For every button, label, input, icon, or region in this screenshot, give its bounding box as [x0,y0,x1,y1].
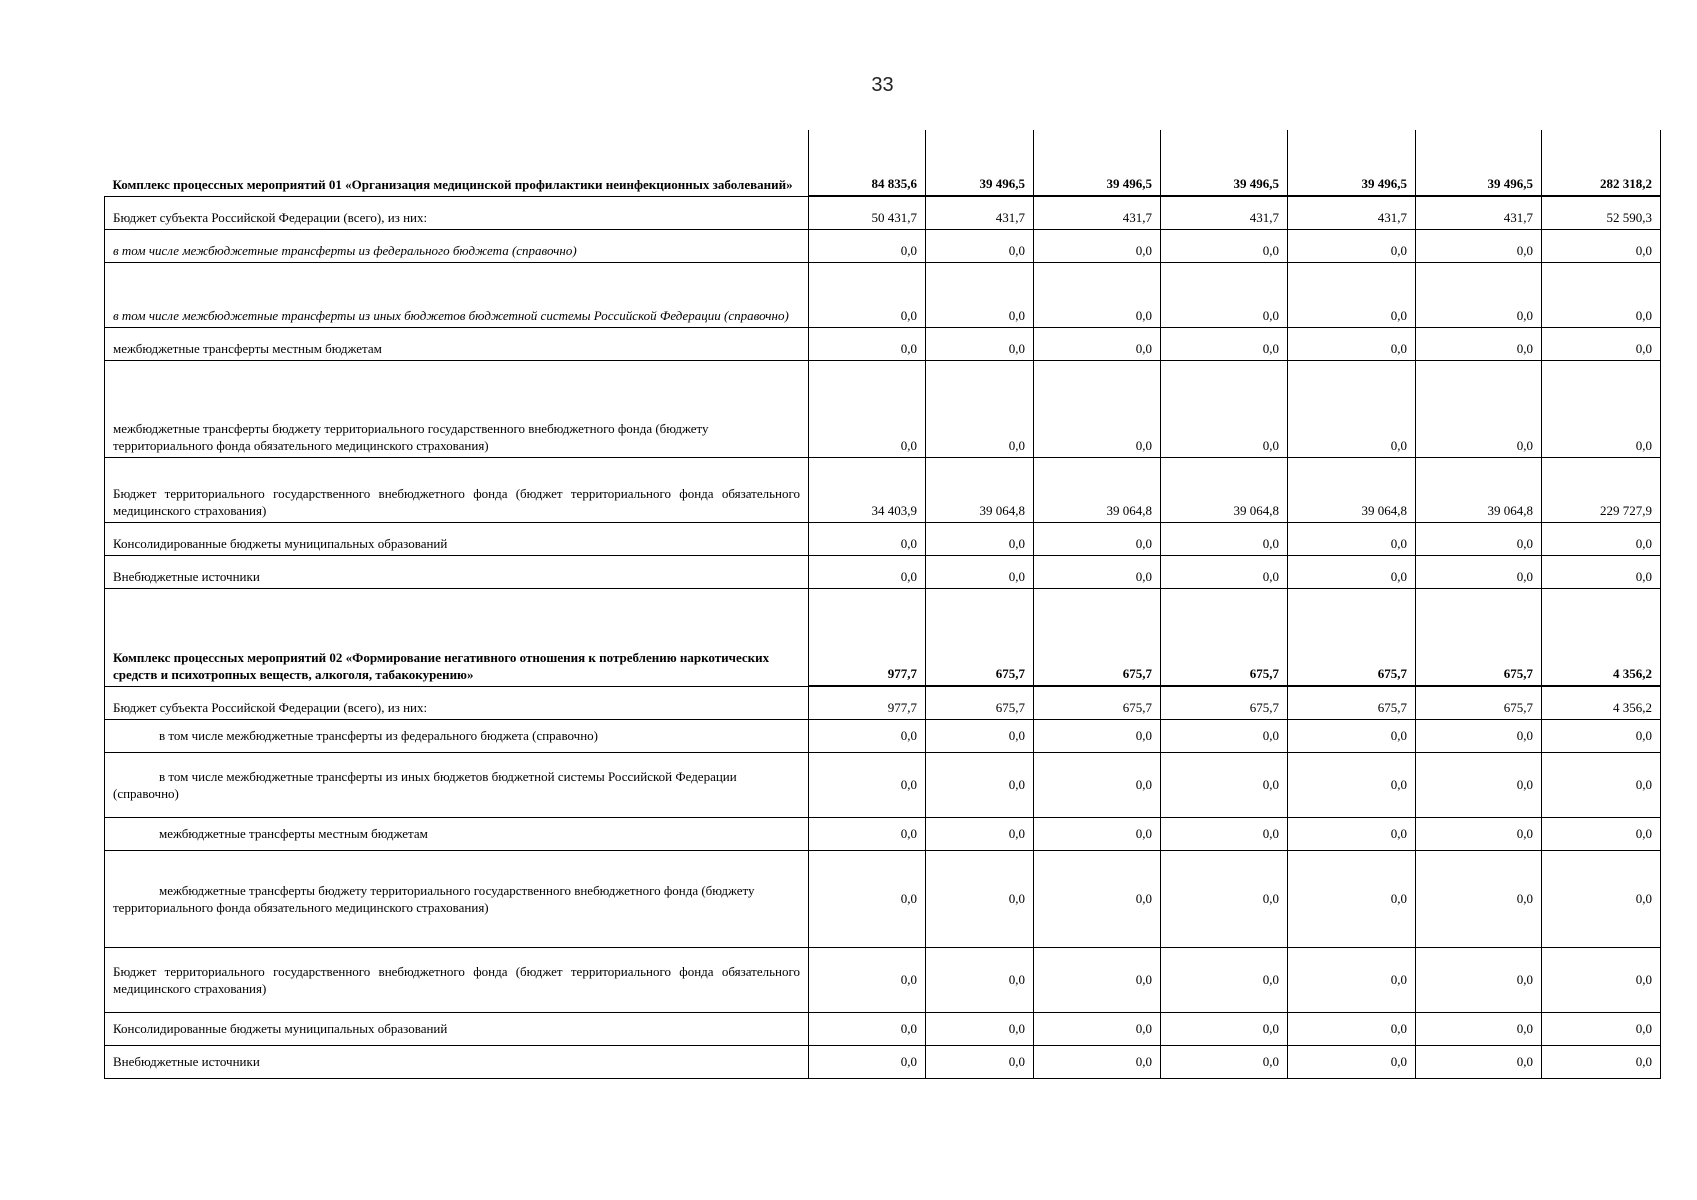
cell-value: 34 403,9 [809,457,926,522]
row-label: Бюджет субъекта Российской Федерации (всего), из них: [105,196,809,229]
cell-value: 0,0 [926,327,1034,360]
cell-value: 0,0 [1034,752,1161,817]
cell-value: 50 431,7 [809,196,926,229]
cell-value: 0,0 [809,752,926,817]
cell-value: 0,0 [1161,752,1288,817]
cell-value: 0,0 [1288,752,1416,817]
cell-value: 0,0 [1034,947,1161,1012]
cell-value: 0,0 [1416,752,1542,817]
cell-value: 0,0 [1416,555,1542,588]
cell-value: 0,0 [926,262,1034,327]
cell-value: 0,0 [1416,327,1542,360]
cell-value: 0,0 [809,522,926,555]
page-number: 33 [871,74,894,96]
row-label [105,850,809,947]
row-label: в том числе межбюджетные трансферты из иных бюджетов бюджетной системы Российской Федерации (справочно) [105,262,809,327]
row-label: Консолидированные бюджеты муниципальных образований [105,522,809,555]
cell-value: 0,0 [809,850,926,947]
cell-value: 0,0 [1416,262,1542,327]
cell-value: 0,0 [1542,555,1661,588]
table-row [105,196,1661,229]
cell-value: 431,7 [1034,196,1161,229]
cell-value: 0,0 [1416,360,1542,457]
cell-value: 0,0 [1034,327,1161,360]
cell-value: 0,0 [1161,947,1288,1012]
cell-value: 675,7 [1416,686,1542,719]
cell-value: 39 496,5 [1161,130,1288,196]
cell-value: 0,0 [1542,1012,1661,1045]
row-label: межбюджетные трансферты местным бюджетам [105,327,809,360]
cell-value: 0,0 [1161,1045,1288,1078]
row-label-text: межбюджетные трансферты бюджету территориального государственного внебюджетного фонда (бюджету территориального фонда обязательного медицинского страхования) [113,882,755,915]
cell-value: 675,7 [1288,686,1416,719]
cell-value: 0,0 [809,947,926,1012]
table-row [105,1045,1661,1078]
cell-value: 0,0 [1542,360,1661,457]
cell-value: 84 835,6 [809,130,926,196]
cell-value: 0,0 [1542,229,1661,262]
cell-value: 675,7 [926,686,1034,719]
row-label: Комплекс процессных мероприятий 02 «Формирование негативного отношения к потреблению наркотических средств и психотропных веществ, алкоголя, табакокурению» [105,588,809,686]
cell-value: 0,0 [1161,817,1288,850]
cell-value: 0,0 [1288,262,1416,327]
cell-value: 0,0 [1288,719,1416,752]
cell-value: 0,0 [926,1012,1034,1045]
cell-value: 675,7 [1161,588,1288,686]
cell-value: 0,0 [1288,360,1416,457]
table-row [105,262,1661,327]
cell-value: 0,0 [1288,850,1416,947]
cell-value: 0,0 [926,1045,1034,1078]
cell-value: 431,7 [1161,196,1288,229]
cell-value: 0,0 [1161,262,1288,327]
cell-value: 0,0 [1161,719,1288,752]
table-row [105,719,1661,752]
cell-value: 0,0 [1288,947,1416,1012]
row-label [105,817,809,850]
cell-value: 0,0 [926,850,1034,947]
row-label [105,752,809,817]
cell-value: 39 064,8 [1416,457,1542,522]
cell-value: 0,0 [1034,360,1161,457]
cell-value: 0,0 [1416,719,1542,752]
table-row [105,229,1661,262]
cell-value: 0,0 [1161,360,1288,457]
row-label: в том числе межбюджетные трансферты из федерального бюджета (справочно) [105,229,809,262]
cell-value: 0,0 [1034,229,1161,262]
cell-value: 0,0 [809,719,926,752]
cell-value: 0,0 [926,719,1034,752]
cell-value: 0,0 [926,229,1034,262]
cell-value: 39 496,5 [926,130,1034,196]
cell-value: 675,7 [1161,686,1288,719]
cell-value: 0,0 [1034,850,1161,947]
budget-table [104,130,1661,1079]
cell-value: 0,0 [1034,1012,1161,1045]
row-label: Бюджет субъекта Российской Федерации (всего), из них: [105,686,809,719]
row-label-text: в том числе межбюджетные трансферты из федерального бюджета (справочно) [159,728,598,743]
cell-value: 0,0 [926,947,1034,1012]
cell-value: 0,0 [926,522,1034,555]
cell-value: 675,7 [1416,588,1542,686]
cell-value: 977,7 [809,588,926,686]
cell-value: 39 064,8 [1288,457,1416,522]
cell-value: 0,0 [1034,555,1161,588]
table-row [105,457,1661,522]
cell-value: 4 356,2 [1542,686,1661,719]
table-row [105,686,1661,719]
table-row [105,130,1661,196]
cell-value: 675,7 [926,588,1034,686]
table-row [105,555,1661,588]
cell-value: 52 590,3 [1542,196,1661,229]
cell-value: 0,0 [1416,1012,1542,1045]
cell-value: 0,0 [1288,327,1416,360]
cell-value: 0,0 [1416,1045,1542,1078]
table-row [105,1012,1661,1045]
cell-value: 0,0 [1542,327,1661,360]
cell-value: 0,0 [809,817,926,850]
cell-value: 0,0 [1034,1045,1161,1078]
cell-value: 0,0 [1288,1045,1416,1078]
table-row [105,850,1661,947]
row-label [105,719,809,752]
cell-value: 0,0 [809,1012,926,1045]
cell-value: 0,0 [1161,555,1288,588]
table-row [105,327,1661,360]
cell-value: 0,0 [809,360,926,457]
cell-value: 0,0 [1542,522,1661,555]
cell-value: 229 727,9 [1542,457,1661,522]
cell-value: 0,0 [1542,262,1661,327]
row-label: Консолидированные бюджеты муниципальных образований [105,1012,809,1045]
cell-value: 977,7 [809,686,926,719]
cell-value: 0,0 [809,229,926,262]
cell-value: 675,7 [1034,588,1161,686]
cell-value: 675,7 [1288,588,1416,686]
cell-value: 39 496,5 [1034,130,1161,196]
cell-value: 0,0 [1161,229,1288,262]
cell-value: 39 064,8 [926,457,1034,522]
cell-value: 0,0 [1542,817,1661,850]
cell-value: 0,0 [926,555,1034,588]
cell-value: 431,7 [1288,196,1416,229]
table-row [105,947,1661,1012]
cell-value: 0,0 [1288,229,1416,262]
cell-value: 0,0 [1288,555,1416,588]
cell-value: 39 496,5 [1416,130,1542,196]
cell-value: 0,0 [926,360,1034,457]
row-label: межбюджетные трансферты бюджету территориального государственного внебюджетного фонда (бюджету территориального фонда обязательного медицинского страхования) [105,360,809,457]
cell-value: 39 064,8 [1161,457,1288,522]
cell-value: 0,0 [809,1045,926,1078]
cell-value: 0,0 [1034,522,1161,555]
cell-value: 0,0 [809,555,926,588]
row-label: Комплекс процессных мероприятий 01 «Организация медицинской профилактики неинфекционных заболеваний» [105,130,809,196]
cell-value: 0,0 [1288,522,1416,555]
table-row [105,752,1661,817]
cell-value: 0,0 [1161,1012,1288,1045]
cell-value: 0,0 [1542,719,1661,752]
cell-value: 282 318,2 [1542,130,1661,196]
cell-value: 0,0 [1416,229,1542,262]
cell-value: 0,0 [1288,817,1416,850]
row-label-text: в том числе межбюджетные трансферты из иных бюджетов бюджетной системы Российской Федерации (справочно) [113,768,737,801]
cell-value: 39 496,5 [1288,130,1416,196]
cell-value: 0,0 [1542,947,1661,1012]
table-row [105,360,1661,457]
row-label: Бюджет территориального государственного внебюджетного фонда (бюджет территориального фонда обязательного медицинского страхования) [105,947,809,1012]
cell-value: 0,0 [1161,850,1288,947]
table-row [105,588,1661,686]
row-label: Внебюджетные источники [105,555,809,588]
cell-value: 431,7 [926,196,1034,229]
cell-value: 0,0 [1034,719,1161,752]
cell-value: 0,0 [1161,522,1288,555]
cell-value: 0,0 [1416,947,1542,1012]
cell-value: 0,0 [809,262,926,327]
table-row [105,817,1661,850]
cell-value: 4 356,2 [1542,588,1661,686]
cell-value: 0,0 [926,817,1034,850]
cell-value: 0,0 [926,752,1034,817]
cell-value: 39 064,8 [1034,457,1161,522]
cell-value: 0,0 [1542,850,1661,947]
row-label-text: межбюджетные трансферты местным бюджетам [159,826,428,841]
cell-value: 0,0 [1416,850,1542,947]
cell-value: 431,7 [1416,196,1542,229]
cell-value: 0,0 [809,327,926,360]
cell-value: 0,0 [1416,522,1542,555]
cell-value: 0,0 [1288,1012,1416,1045]
cell-value: 0,0 [1542,1045,1661,1078]
cell-value: 0,0 [1542,752,1661,817]
row-label: Бюджет территориального государственного внебюджетного фонда (бюджет территориального фонда обязательного медицинского страхования) [105,457,809,522]
row-label: Внебюджетные источники [105,1045,809,1078]
cell-value: 0,0 [1416,817,1542,850]
cell-value: 675,7 [1034,686,1161,719]
table-row [105,522,1661,555]
cell-value: 0,0 [1034,262,1161,327]
cell-value: 0,0 [1034,817,1161,850]
cell-value: 0,0 [1161,327,1288,360]
